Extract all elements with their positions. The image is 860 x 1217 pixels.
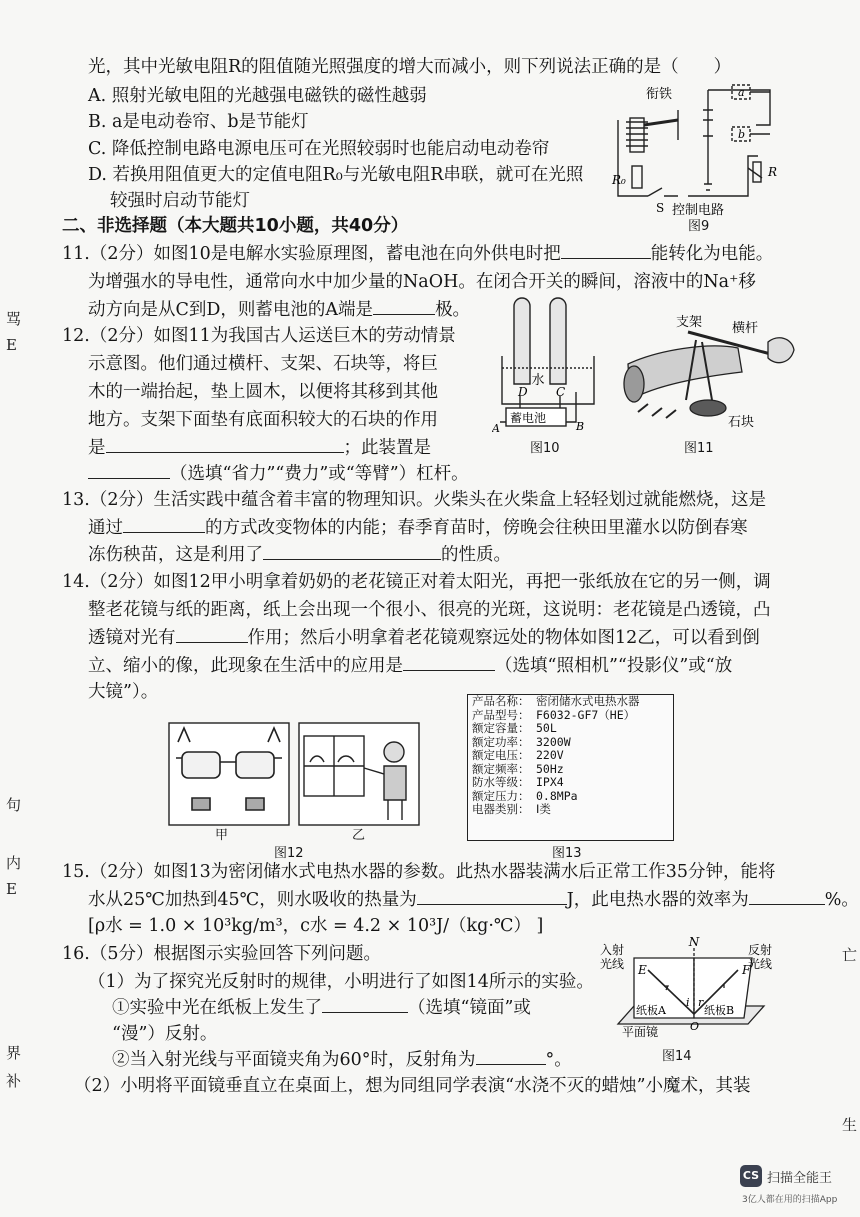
fig14-reflect2-label: 光线: [748, 957, 773, 971]
q10-option-b: B. a是电动卷帘、b是节能灯: [88, 112, 309, 132]
fig11-support-label: 支架: [676, 315, 703, 330]
answer-blank[interactable]: [88, 462, 170, 479]
q10-option-d-line2: 较强时启动节能灯: [110, 191, 250, 211]
answer-blank[interactable]: [263, 543, 441, 560]
answer-blank[interactable]: [403, 654, 495, 671]
fig14-e-label: E: [638, 963, 647, 977]
margin-char: 补: [6, 1072, 22, 1090]
q12-line3: 木的一端抬起，垫上圆木，以便将其移到其他: [88, 382, 438, 402]
fig14-mirror-label: 平面镜: [622, 1025, 659, 1039]
param-row: 额定压力： 0.8MPa: [472, 788, 578, 803]
fig12-yi-label: 乙: [352, 828, 366, 843]
margin-char: 内: [6, 854, 22, 872]
answer-blank[interactable]: [373, 298, 435, 315]
answer-blank[interactable]: [476, 1048, 546, 1065]
fig11-stone-label: 石块: [728, 415, 755, 430]
answer-blank[interactable]: [106, 436, 344, 453]
q12-line6: （选填“省力”“费力”或“等臂”）杠杆。: [88, 462, 469, 486]
q16-line5: ②当入射光线与平面镜夹角为60°时，反射角为 °。: [112, 1050, 572, 1070]
fig9-control-label: 控制电路: [672, 203, 725, 218]
q15-line1: 15.（2分）如图13为密闭储水式电热水器的参数。此热水器装满水后正常工作35分钟，能将: [62, 862, 776, 882]
fig9-a-label: a: [738, 86, 745, 99]
answer-blank[interactable]: [561, 242, 651, 259]
q16-line2: （1）为了探究光反射时的规律，小明进行了如图14所示的实验。: [88, 972, 594, 992]
q14-line3: 透镜对光有 作用；然后小明拿着老花镜观察远处的物体如图12乙，可以看到倒: [88, 628, 760, 648]
margin-char: E: [6, 336, 17, 354]
figure-10-caption: 图10: [530, 441, 560, 456]
q14-line1: 14.（2分）如图12甲小明拿着奶奶的老花镜正对着太阳光，再把一张纸放在它的另一侧，调: [62, 572, 771, 592]
fig10-battery-label: 蓄电池: [510, 411, 547, 425]
logo-text: 扫描全能王: [767, 1170, 833, 1186]
answer-blank[interactable]: [322, 996, 408, 1013]
fig10-water-label: 水: [531, 373, 545, 388]
q11-line2: 为增强水的导电性，通常向水中加少量的NaOH。在闭合开关的瞬间，溶液中的Na⁺移: [88, 272, 756, 292]
param-row: 额定容量： 50L: [472, 721, 557, 735]
q14-line5: 大镜”）。: [88, 682, 159, 702]
fig14-r-label: r: [698, 996, 704, 1009]
fig14-n-label: N: [688, 936, 700, 949]
q12-line4: 地方。支架下面垫有底面积较大的石块的作用: [88, 410, 438, 430]
q13-line3: 冻伤秧苗，这是利用了 的性质。: [88, 545, 511, 565]
fig14-o-label: O: [690, 1020, 700, 1033]
q13-line1: 13.（2分）生活实践中蕴含着丰富的物理知识。火柴头在火柴盒上轻轻划过就能燃烧，这是: [62, 490, 766, 510]
q15-line2: 水从25℃加热到45℃，则水吸收的热量为 J，此电热水器的效率为 %。: [88, 890, 859, 910]
figure-10-electrolysis: [492, 296, 612, 436]
q10-option-d-line1: D. 若换用阻值更大的定值电阻R₀与光敏电阻R串联，就可在光照: [88, 165, 584, 185]
q14-line2: 整老花镜与纸的距离，纸上会出现一个很小、很亮的光斑，这说明：老花镜是凸透镜，凸: [88, 600, 771, 620]
fig9-b-label: b: [738, 128, 746, 141]
q16-line4: “漫”）反射。: [112, 1024, 218, 1044]
fig14-i-label: i: [686, 996, 690, 1009]
figure-11-caption: 图11: [684, 441, 714, 456]
cs-logo-icon: CS: [740, 1165, 762, 1187]
fig9-r-label: R: [768, 165, 778, 179]
param-row: 防水等级： IPX4: [472, 775, 564, 789]
q10-option-a: A. 照射光敏电阻的光越强电磁铁的磁性越弱: [88, 86, 427, 106]
q11-line1: 11.（2分）如图10是电解水实验原理图，蓄电池在向外供电时把 能转化为电能。: [62, 244, 774, 264]
q11-line3: 动方向是从C到D，则蓄电池的A端是 极。: [88, 300, 471, 320]
q13-line2: 通过 的方式改变物体的内能；春季育苗时，傍晚会往秧田里灌水以防倒春寒: [88, 518, 748, 538]
fig14-reflect-label: 反射: [748, 943, 773, 957]
figure-12-jia-glasses: [168, 722, 290, 826]
fig14-incident-label: 入射: [600, 943, 625, 957]
fig10-b-label: B: [576, 420, 585, 433]
param-row: 电器类别： Ⅰ类: [472, 802, 551, 816]
param-row: 产品型号： F6032-GF7（HE）: [472, 707, 636, 722]
q16-line1: 16.（5分）根据图示实验回答下列问题。: [62, 944, 381, 964]
q12-line5: 是 ；此装置是: [88, 438, 431, 458]
q16-line6: （2）小明将平面镜垂直立在桌面上，想为同组同学表演“水浇不灭的蜡烛”小魔术，其装: [74, 1076, 751, 1096]
q14-line4: 立、缩小的像，此现象在生活中的应用是 （选填“照相机”“投影仪”或“放: [88, 656, 733, 676]
figure-12-yi-boy-window: [298, 722, 420, 826]
param-row: 产品名称： 密闭储水式电热水器: [472, 694, 640, 708]
margin-char: E: [6, 880, 17, 898]
figure-13-parameter-table: [467, 694, 674, 841]
section-heading: 二、非选择题（本大题共10小题，共40分）: [62, 216, 409, 236]
answer-blank[interactable]: [749, 888, 825, 905]
q10-option-c: C. 降低控制电路电源电压可在光照较弱时也能启动电动卷帘: [88, 139, 550, 159]
margin-char: 生: [842, 1116, 858, 1134]
answer-blank[interactable]: [417, 888, 567, 905]
answer-blank[interactable]: [176, 626, 248, 643]
param-row: 额定频率： 50Hz: [472, 761, 564, 776]
figure-9-circuit: [608, 80, 808, 230]
fig9-armature-label: 衔铁: [646, 87, 673, 102]
figure-12-caption: 图12: [274, 846, 304, 861]
q12-line1: 12.（2分）如图11为我国古人运送巨木的劳动情景: [62, 326, 456, 346]
fig12-jia-label: 甲: [215, 828, 229, 843]
figure-14-caption: 图14: [662, 1049, 692, 1064]
figure-13-caption: 图13: [552, 846, 582, 861]
answer-blank[interactable]: [123, 516, 205, 533]
fig10-a-label: A: [492, 422, 500, 435]
fig14-f-label: F: [742, 963, 751, 977]
fig14-incident2-label: 光线: [600, 957, 625, 971]
fig11-bar-label: 横杆: [732, 321, 759, 336]
figure-9-caption: 图9: [688, 219, 710, 234]
q15-line3: [ρ水 = 1.0 × 10³kg/m³，c水 = 4.2 × 10³J/（kg·℃） ]: [88, 916, 544, 936]
param-row: 额定电压： 220V: [472, 748, 564, 762]
param-row: 额定功率： 3200W: [472, 734, 571, 749]
q16-line3: ①实验中光在纸板上发生了 （选填“镜面”或: [112, 998, 531, 1018]
fig14-board-b-label: 纸板B: [704, 1004, 735, 1017]
fig9-r0-label: R₀: [612, 173, 626, 187]
margin-char: 骂: [6, 310, 22, 328]
fig14-board-a-label: 纸板A: [636, 1004, 666, 1017]
logo-subtext: 3亿人都在用的扫描App: [742, 1195, 838, 1205]
fig10-d-label: D: [518, 385, 528, 399]
figure-14-reflection: [598, 936, 778, 1046]
q10-stem: 光，其中光敏电阻R的阻值随光照强度的增大而减小，则下列说法正确的是（ ）: [88, 57, 732, 77]
fig10-c-label: C: [556, 385, 566, 399]
fig9-s-label: S: [656, 201, 665, 215]
margin-char: 界: [6, 1044, 22, 1062]
q12-line2: 示意图。他们通过横杆、支架、石块等，将巨: [88, 354, 438, 374]
scanner-logo: [740, 1165, 832, 1187]
margin-char: 亡: [842, 946, 858, 964]
margin-char: 句: [6, 796, 22, 814]
figure-11-lever-scene: [618, 312, 796, 432]
